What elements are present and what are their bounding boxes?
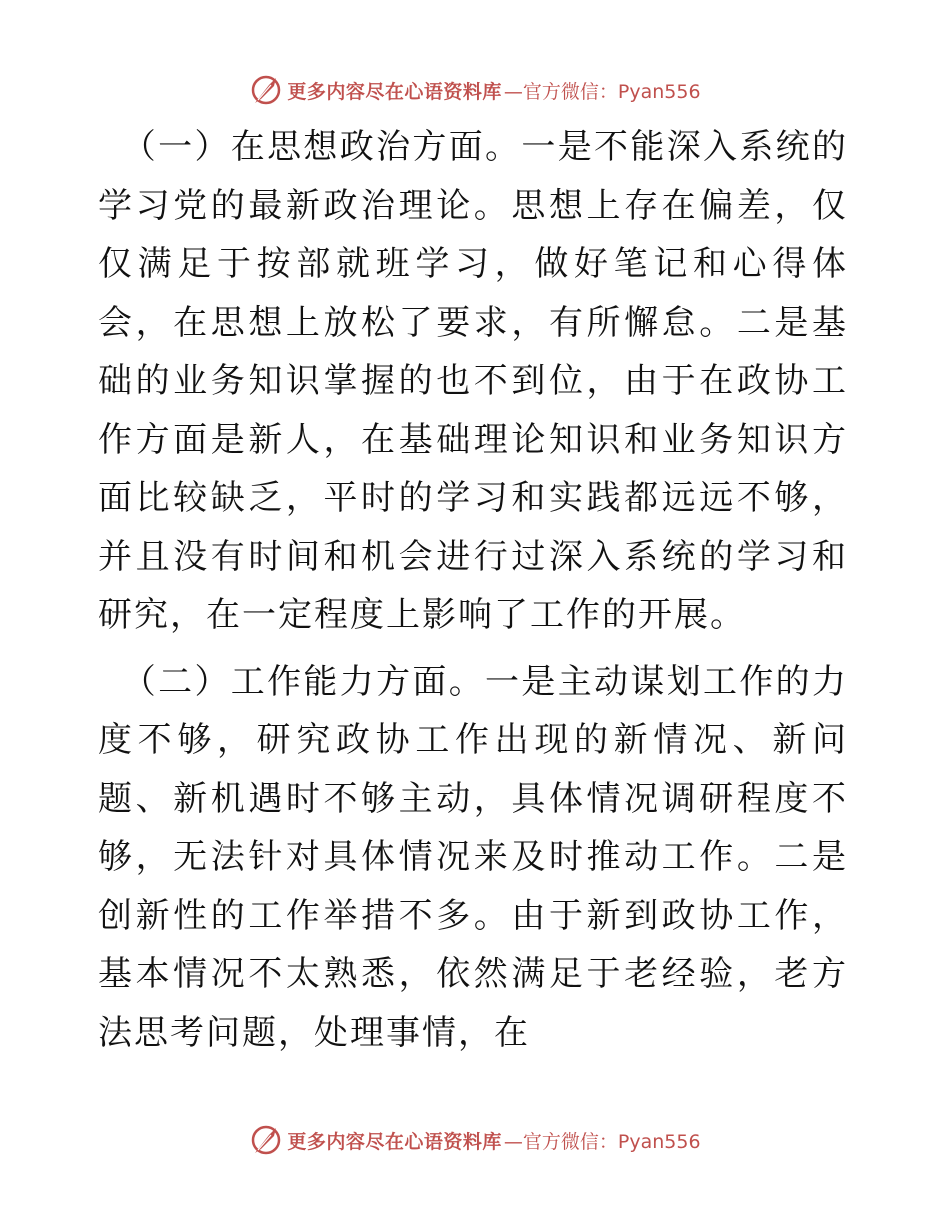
- header-brand-text: 更多内容尽在心语资料库: [287, 80, 502, 103]
- footer-brand-text: 更多内容尽在心语资料库: [287, 1130, 502, 1153]
- document-body: [98, 118, 848, 1062]
- page-header-watermark: [0, 70, 950, 110]
- paragraph-ideological-political: （一）在思想政治方面。一是不能深入系统的学习党的最新政治理论。思想上存在偏差，仅仅满足于按部就班学习，做好笔记和心得体会，在思想上放松了要求，有所懈怠。二是基础的业务知识掌握的也不到位，由于在政协工作方面是新人，在基础理论知识和业务知识方面比较缺乏，平时的学习和实践都远远不够，并且没有时间和机会进行过深入系统的学习和研究，在一定程度上影响了工作的开展。: [98, 127, 848, 635]
- quill-pen-circle-icon: [249, 73, 283, 107]
- quill-pen-circle-icon: [249, 1123, 283, 1157]
- header-contact-text: —官方微信：Pyan556: [503, 80, 701, 103]
- page-footer-watermark: [0, 1120, 950, 1160]
- paragraph-work-ability: （二）工作能力方面。一是主动谋划工作的力度不够，研究政协工作出现的新情况、新问题、新机遇时不够主动，具体情况调研程度不够，无法针对具体情况来及时推动工作。二是创新性的工作举措不多。由于新到政协工作，基本情况不太熟悉，依然满足于老经验，老方法思考问题，处理事情，在: [98, 661, 848, 1053]
- footer-contact-text: —官方微信：Pyan556: [503, 1130, 701, 1153]
